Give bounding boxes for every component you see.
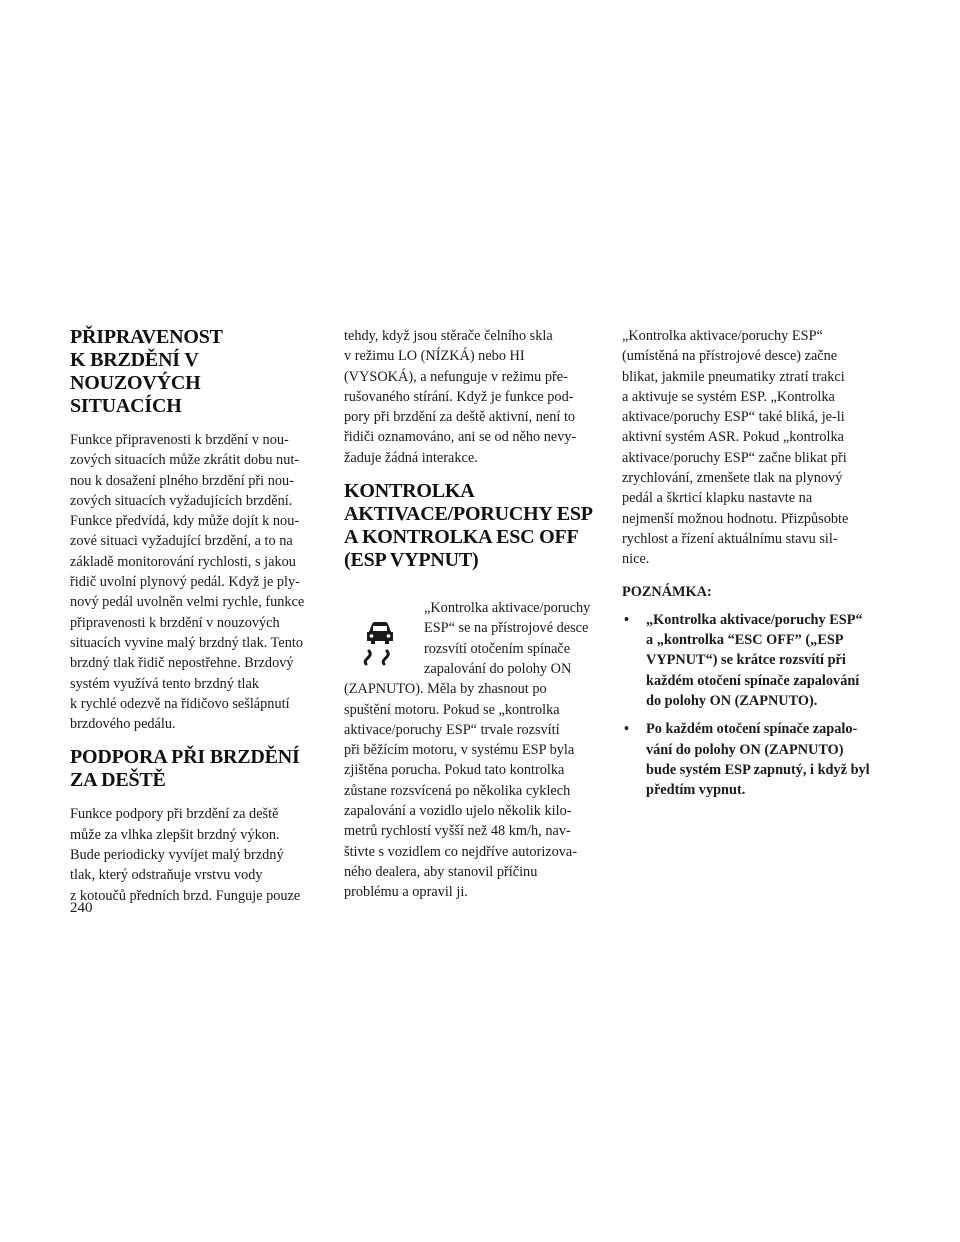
column-2 [344,326,602,903]
paragraph-esp-flashing: „Kontrolka aktivace/poruchy ESP“ (umístěná na přístrojové desce) začne blikat, jakmile pneumatiky ztratí trakci a aktivuje se systém ESP. „Kontrolka aktivace/poruchy ESP“ také bliká, je-li aktivní systém ASR. Pokud „kontrolka aktivace/poruchy ESP“ začne blikat při zrychlování, zmenšete tlak na plynový pedál a škrticí klapku nastavte na nejmenší možnou hodnotu. Přizpůsobte rychlost a řízení aktuálnímu stavu sil- nice. [622,328,849,568]
heading-esp-indicator: KONTROLKA AKTIVACE/PORUCHY ESP A KONTROLKA ESC OFF (ESP VYPNUT) [344,480,593,572]
note-item: • Po každém otočení spínače zapalo- vání do polohy ON (ZAPNUTO) bude systém ESP zapnutý, i když byl předtím vypnut. [624,721,870,799]
paragraph-emergency-brake-assist: Funkce připravenosti k brzdění v nou- zových situacích může zkrátit dobu nut- nou k dosažení plného brzdění při nou- zových situacích vyžadujících brzdění. Funkce předvídá, kdy může dojít k nou- zové situaci vyžadující brzdění, a to na základě monitorování rychlosti, s jakou řidič uvolní plynový pedál. Když je ply- nový pedál uvolněn velmi rychle, funkce připravenosti k brzdění v nouzových situacích vyvine malý brzdný tlak. Tento brzdný tlak řidič nepostřehne. Brzdový systém využívá tento brzdný tlak k rychlé odezvě na řidičovo sešlápnutí brzdového pedálu. [70,432,305,733]
column-3 [622,326,884,809]
bullet-icon: • [624,611,630,628]
note-list [622,610,884,801]
paragraph-esp-indicator-intro: „Kontrolka aktivace/poruchy ESP“ se na přístrojové desce rozsvítí otočením spínače zapalování do polohy ON [424,600,591,677]
esp-indicator-block [344,598,602,679]
paragraph-rain-brake-support: Funkce podpory při brzdění za deště může za vlhka zlepšit brzdný výkon. Bude periodicky vyvíjet malý brzdný tlak, který odstraňuje vrstvu vody z kotoučů předních brzd. Funguje pouze [70,806,301,904]
heading-rain-brake-support: PODPORA PŘI BRZDĚNÍ ZA DEŠTĚ [70,746,300,792]
heading-emergency-brake-assist: PŘIPRAVENOST K BRZDĚNÍ V NOUZOVÝCH SITUACÍCH [70,326,223,417]
note-title: POZNÁMKA: [622,583,712,600]
paragraph-rain-brake-support-continued: tehdy, když jsou stěrače čelního skla v režimu LO (NÍZKÁ) nebo HI (VYSOKÁ), a nefunguje v režimu pře- rušovaného stírání. Když je funkce pod- pory při brzdění za deště aktivní, není to řidiči oznamováno, ani se od něho nevy- žaduje žádná interakce. [344,328,577,466]
paragraph-esp-indicator: (ZAPNUTO). Měla by zhasnout po spuštění motoru. Pokud se „kontrolka aktivace/poruchy ESP“ trvale rozsvítí při běžícím motoru, v systému ESP byla zjištěna porucha. Pokud tato kontrolka zůstane rozsvícená po několika cyklech zapalování a vozidlo ujelo několik kilo- metrů rychlostí vyšší než 48 km/h, nav- štivte s vozidlem co nejdříve autorizova- ného dealera, aby stanovil příčinu problému a opravil ji. [344,681,578,901]
note-item: • „Kontrolka aktivace/poruchy ESP“ a „kontrolka “ESC OFF” („ESP VYPNUT“) se krátce rozsvítí při každém otočení spínače zapalování do polohy ON (ZAPNUTO). [624,611,863,710]
bullet-icon: • [624,721,630,738]
column-1 [70,326,322,906]
esp-skid-icon [360,618,400,668]
page-number: 240 [70,900,93,916]
